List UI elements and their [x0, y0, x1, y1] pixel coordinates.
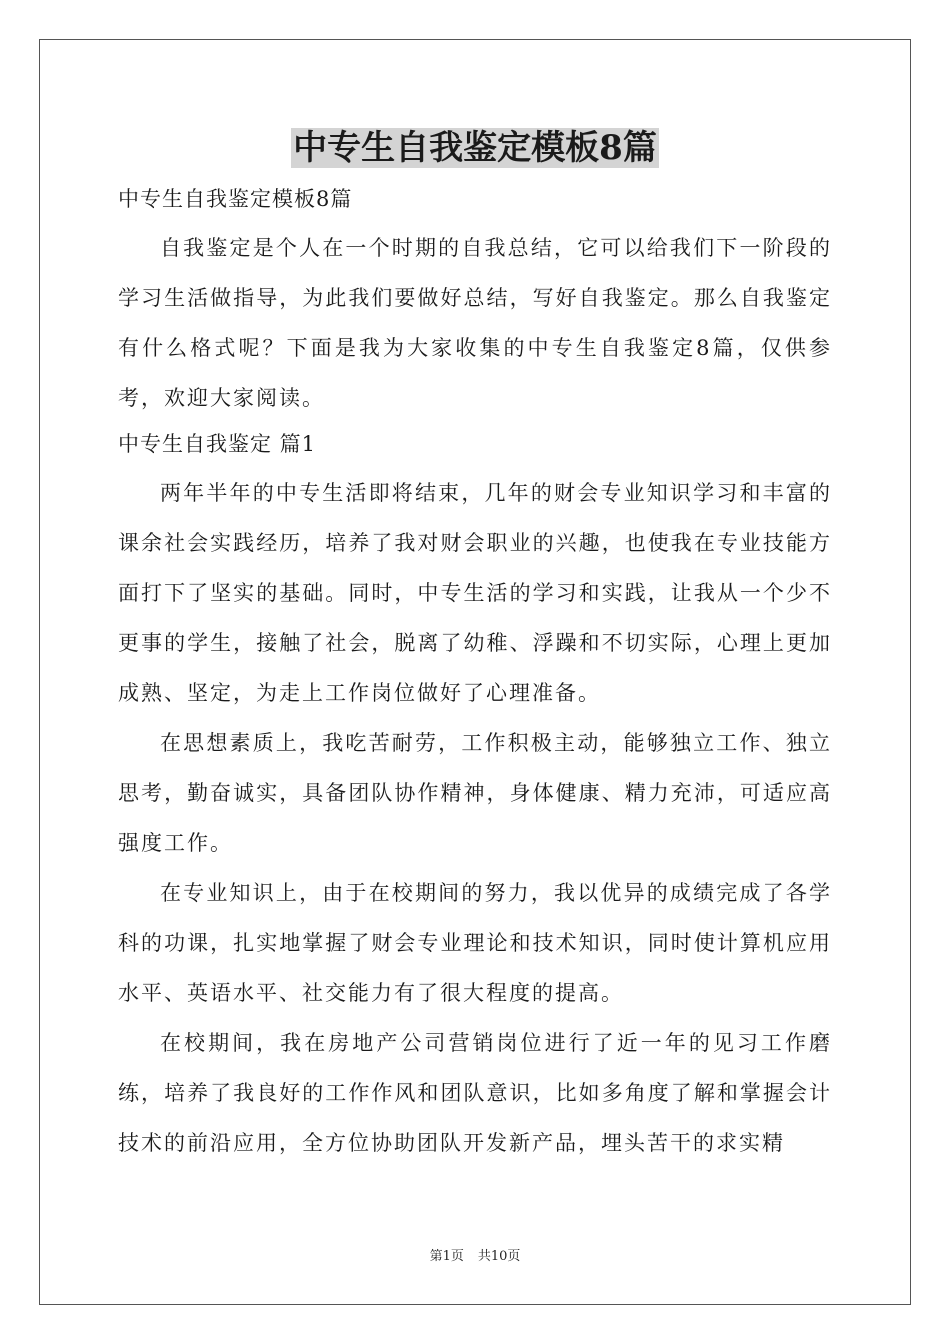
body-paragraph: 在思想素质上，我吃苦耐劳，工作积极主动，能够独立工作、独立思考，勤奋诚实，具备团队协作精神，身体健康、精力充沛，可适应高强度工作。	[118, 731, 832, 855]
body-paragraph: 两年半年的中专生活即将结束，几年的财会专业知识学习和丰富的课余社会实践经历，培养了我对财会职业的兴趣，也使我在专业技能方面打下了坚实的基础。同时，中专生活的学习和实践，让我从一个少不更事的学生，接触了社会，脱离了幼稚、浮躁和不切实际，心理上更加成熟、坚定，为走上工作岗位做好了心理准备。	[118, 481, 832, 705]
section-heading: 中专生自我鉴定 篇1	[118, 432, 317, 456]
document-title-text: 中专生自我鉴定模板8篇	[293, 128, 657, 168]
body-paragraph: 在校期间，我在房地产公司营销岗位进行了近一年的见习工作磨练，培养了我良好的工作作风和团队意识，比如多角度了解和掌握会计技术的前沿应用，全方位协助团队开发新产品，埋头苦干的求实精	[118, 1031, 832, 1155]
page-footer	[0, 1249, 950, 1265]
document-title	[0, 126, 950, 170]
document-subtitle: 中专生自我鉴定模板8篇	[118, 187, 353, 211]
intro-paragraph: 自我鉴定是个人在一个时期的自我总结，它可以给我们下一阶段的学习生活做指导，为此我们要做好总结，写好自我鉴定。那么自我鉴定有什么格式呢？下面是我为大家收集的中专生自我鉴定8篇，仅供参考，欢迎大家阅读。	[118, 236, 832, 410]
page-total: 共10页	[477, 1249, 521, 1264]
page-number: 第1页	[429, 1249, 464, 1264]
body-paragraph: 在专业知识上，由于在校期间的努力，我以优异的成绩完成了各学科的功课，扎实地掌握了财会专业理论和技术知识，同时使计算机应用水平、英语水平、社交能力有了很大程度的提高。	[118, 881, 832, 1005]
document-body	[118, 178, 832, 1168]
